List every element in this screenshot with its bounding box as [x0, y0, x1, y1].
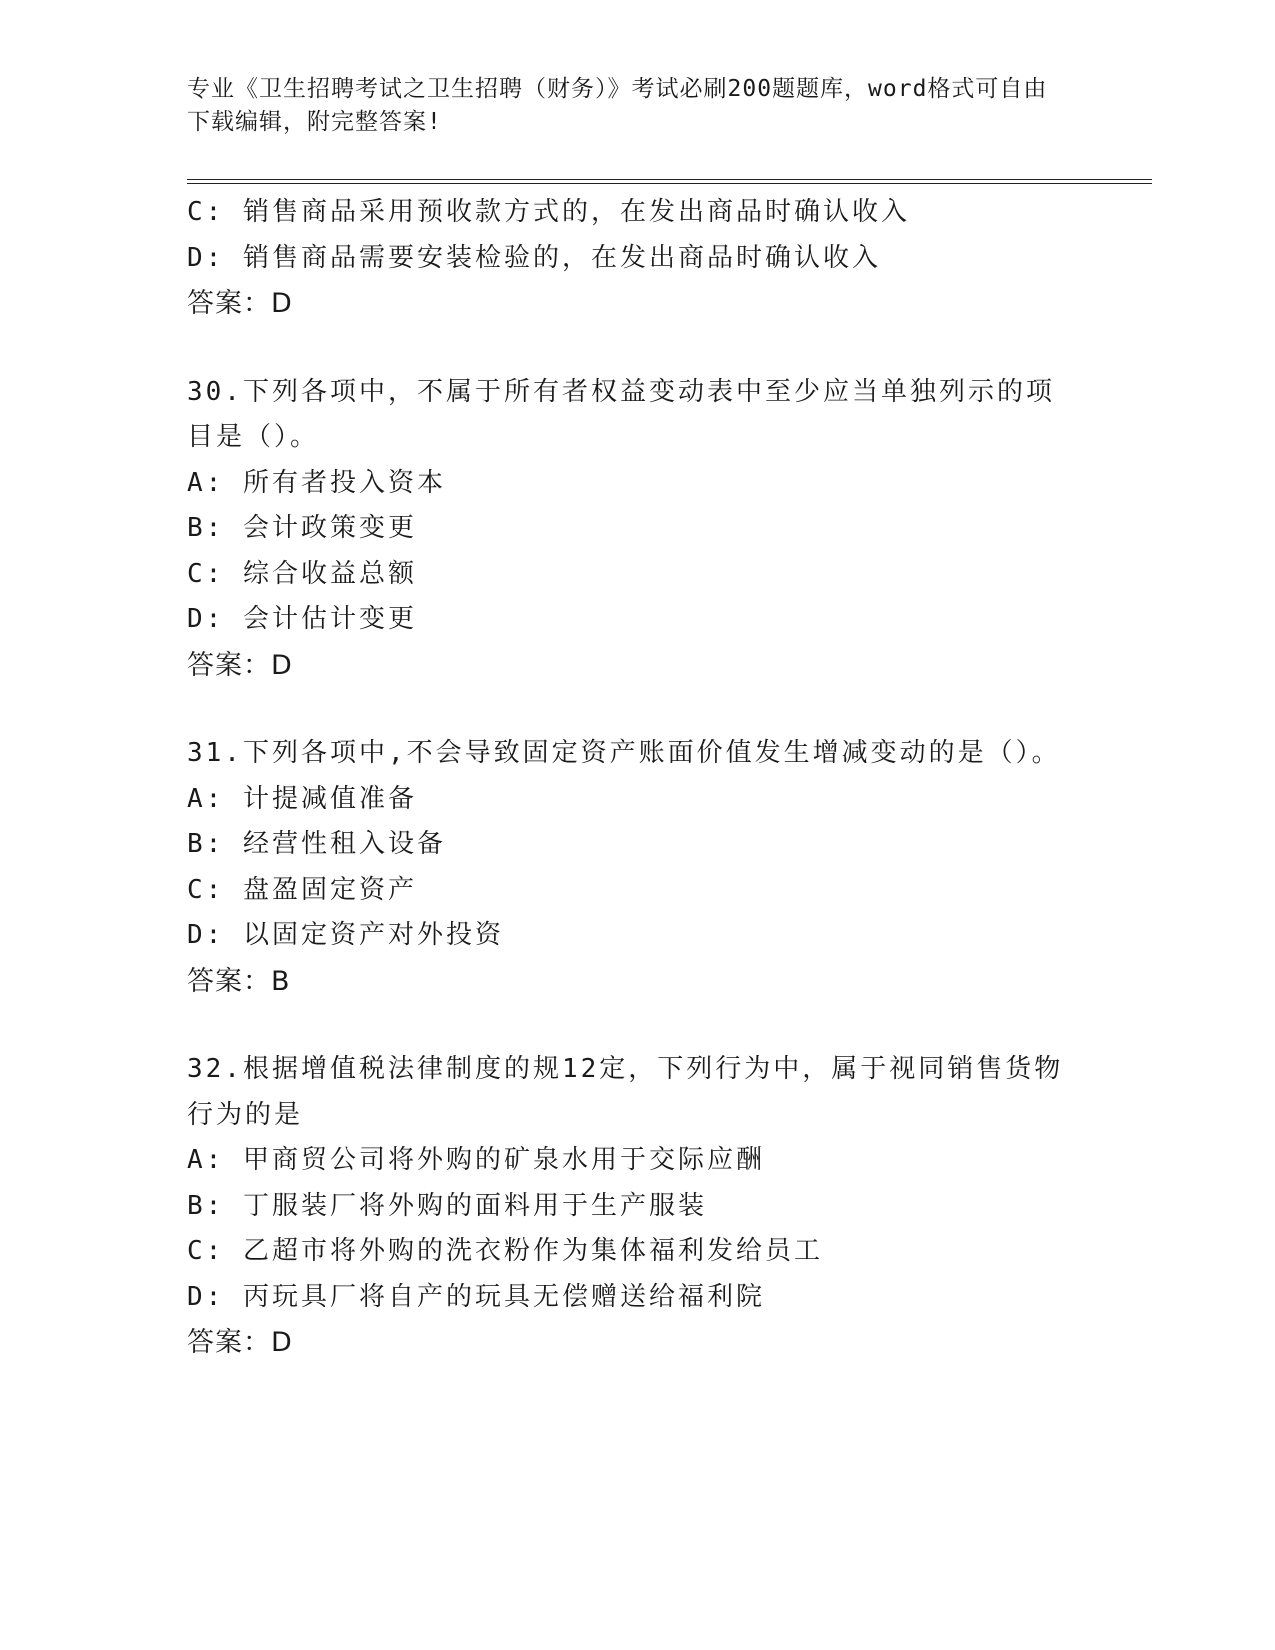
- answer-line: 答案：D: [187, 1327, 293, 1358]
- option-a: A: 计提减值准备: [187, 783, 417, 814]
- question-text: 31.下列各项中,不会导致固定资产账面价值发生增减变动的是（）。: [187, 738, 1061, 768]
- document-header-title: 专业《卫生招聘考试之卫生招聘（财务）》考试必刷200题题库，word格式可自由下载编辑，附完整答案!: [187, 76, 1048, 135]
- answer-line: 答案：B: [187, 965, 291, 997]
- question-text: 32.根据增值税法律制度的规12定，下列行为中，属于视同销售货物行为的是: [187, 1054, 1064, 1130]
- option-a: A: 甲商贸公司将外购的矿泉水用于交际应酬: [187, 1145, 765, 1175]
- spacer: [187, 1004, 1087, 1047]
- option-d: D: 丙玩具厂将自产的玩具无偿赠送给福利院: [187, 1281, 765, 1312]
- option-c: C: 综合收益总额: [187, 558, 417, 589]
- question-block-continued: [187, 190, 1087, 327]
- question-list: [187, 190, 1087, 1366]
- option-d: D: 以固定资产对外投资: [187, 920, 504, 950]
- spacer: [187, 688, 1087, 731]
- option-c: C: 乙超市将外购的洗衣粉作为集体福利发给员工: [187, 1236, 823, 1266]
- option-c: C: 销售商品采用预收款方式的，在发出商品时确认收入: [187, 197, 910, 227]
- question-block-31: [187, 731, 1087, 1004]
- option-d: D: 销售商品需要安装检验的，在发出商品时确认收入: [187, 242, 881, 273]
- option-a: A: 所有者投入资本: [187, 467, 446, 498]
- option-b: B: 经营性租入设备: [187, 829, 446, 859]
- question-block-32: [187, 1047, 1087, 1366]
- header-divider-top: [187, 179, 1152, 180]
- spacer: [187, 327, 1087, 370]
- answer-line: 答案：D: [187, 649, 293, 681]
- option-b: B: 会计政策变更: [187, 513, 417, 543]
- option-d: D: 会计估计变更: [187, 604, 417, 634]
- question-block-30: [187, 370, 1087, 689]
- question-text: 30.下列各项中，不属于所有者权益变动表中至少应当单独列示的项目是（）。: [187, 376, 1055, 452]
- option-b: B: 丁服装厂将外购的面料用于生产服装: [187, 1190, 707, 1221]
- header-divider-bottom: [187, 183, 1152, 184]
- option-c: C: 盘盈固定资产: [187, 874, 417, 905]
- answer-line: 答案：D: [187, 288, 293, 319]
